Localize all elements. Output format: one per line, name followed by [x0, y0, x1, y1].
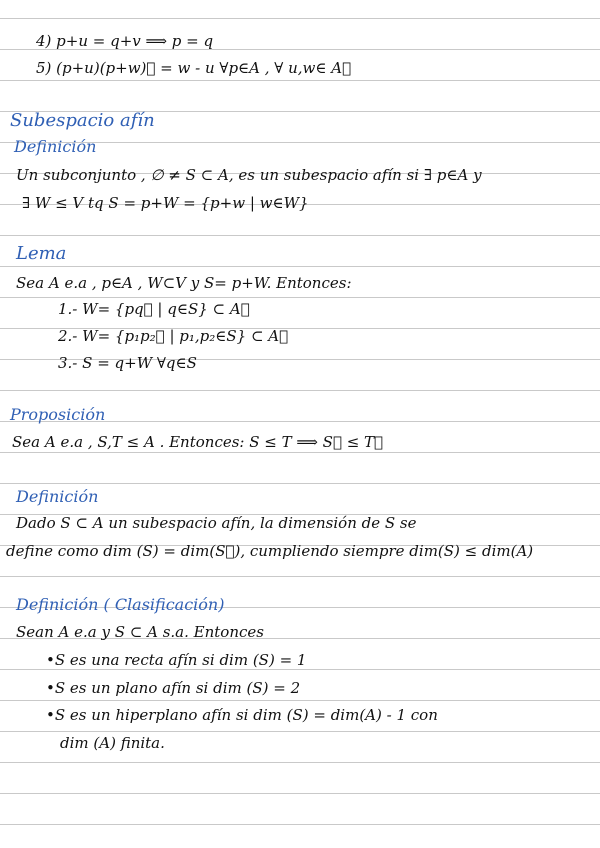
- definition-2-line-1: Dado S ⊂ A un subespacio afín, la dimensión de S se: [16, 514, 417, 532]
- lema-item-2: 2.- W= {p₁p₂⃗ | p₁,p₂∈S} ⊂ A⃗: [58, 327, 289, 345]
- definition-2-line-2: define como dim (S) = dim(S⃗), cumpliendo siempre dim(S) ≤ dim(A): [6, 542, 534, 560]
- definition-1-line-1: Un subconjunto , ∅ ≠ S ⊂ A, es un subespacio afín si ∃ p∈A y: [16, 166, 482, 184]
- clasificacion-item-hiperplano: •S es un hiperplano afín si dim (S) = dim(A) - 1 con: [46, 706, 438, 724]
- definition-heading-clasificacion: Definición ( Clasificación): [16, 595, 225, 614]
- lema-item-1: 1.- W= {pq⃗ | q∈S} ⊂ A⃗: [58, 300, 250, 318]
- clasificacion-intro: Sean A e.a y S ⊂ A s.a. Entonces: [16, 623, 264, 641]
- definition-1-line-2: ∃ W ≤ V tq S = p+W = {p+w | w∈W}: [22, 194, 309, 212]
- clasificacion-item-plano: •S es un plano afín si dim (S) = 2: [46, 679, 301, 697]
- property-5: 5) (p+u)(p+w)⃗ = w - u ∀p∈A , ∀ u,w∈ A⃗: [36, 59, 352, 77]
- proposicion-line: Sea A e.a , S,T ≤ A . Entonces: S ≤ T ⟹ S⃗ ≤ T⃗: [12, 433, 384, 451]
- definition-heading-2: Definición: [16, 487, 99, 506]
- property-4: 4) p+u = q+v ⟹ p = q: [36, 32, 214, 50]
- definition-heading-1: Definición: [14, 137, 97, 156]
- lema-item-3: 3.- S = q+W ∀q∈S: [58, 354, 197, 372]
- clasificacion-item-recta: •S es una recta afín si dim (S) = 1: [46, 651, 307, 669]
- lema-heading: Lema: [16, 243, 67, 264]
- section-title-subespacio: Subespacio afín: [10, 110, 155, 131]
- proposicion-heading: Proposición: [10, 405, 106, 424]
- lema-intro: Sea A e.a , p∈A , W⊂V y S= p+W. Entonces:: [16, 274, 352, 292]
- clasificacion-tail: dim (A) finita.: [60, 734, 165, 752]
